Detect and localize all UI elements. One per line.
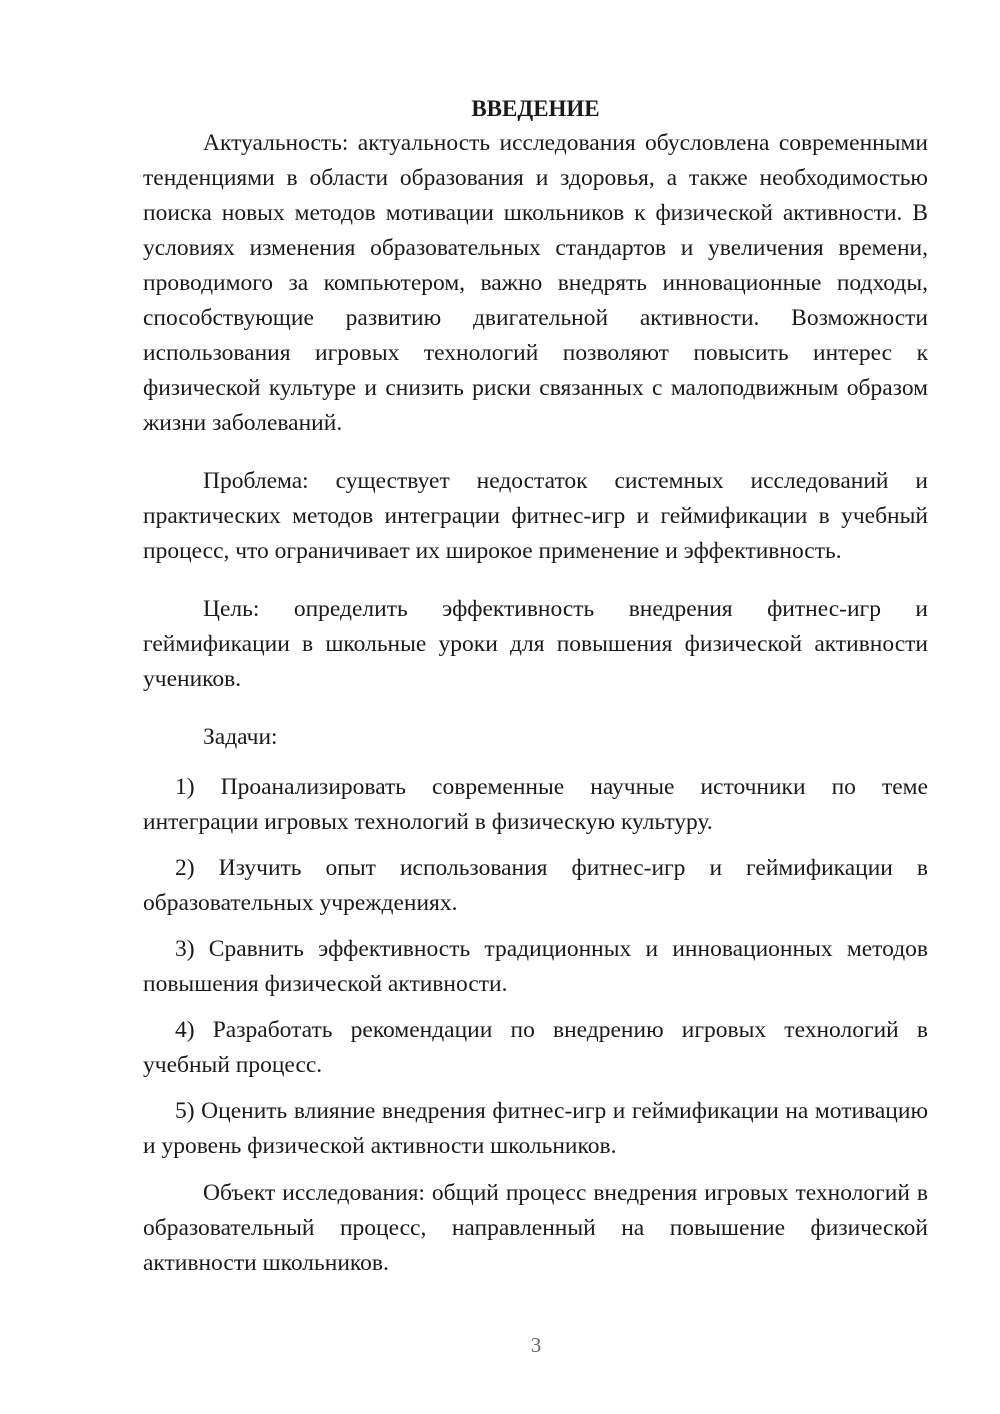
tasks-heading: Задачи: bbox=[203, 724, 278, 750]
problem-paragraph: Проблема: существует недостаток системных исследований и практических методов интеграции фитнес-игр и геймификации в учебный процесс, что ограничивает их широкое применение и эффективность. bbox=[143, 468, 928, 564]
task-item: 4) Разработать рекомендации по внедрению игровых технологий в учебный процесс. bbox=[143, 1017, 928, 1078]
task-item: 1) Проанализировать современные научные источники по теме интеграции игровых технологий в физическую культуру. bbox=[143, 774, 928, 835]
goal-paragraph: Цель: определить эффективность внедрения фитнес-игр и геймификации в школьные уроки для повышения физической активности учеников. bbox=[143, 596, 928, 692]
object-paragraph: Объект исследования: общий процесс внедрения игровых технологий в образовательный процесс, направленный на повышение физической активности школьников. bbox=[143, 1180, 928, 1276]
page-title: ВВЕДЕНИЕ bbox=[471, 96, 600, 121]
relevance-paragraph: Актуальность: актуальность исследования обусловлена современными тенденциями в области образования и здоровья, а также необходимостью поиска новых методов мотивации школьников к физической активности. В условиях изменения образовательных стандартов и увеличения времени, проводимого за компьютером, важно внедрять инновационные подходы, способствующие развитию двигательной активности. Возможности использования игровых технологий позволяют повысить интерес к физической культуре и снизить риски связанных с малоподвижным образом жизни заболеваний. bbox=[143, 130, 928, 436]
task-item: 5) Оценить влияние внедрения фитнес-игр и геймификации на мотивацию и уровень физической активности школьников. bbox=[143, 1098, 928, 1159]
document-body bbox=[143, 91, 928, 1304]
task-item: 2) Изучить опыт использования фитнес-игр и геймификации в образовательных учреждениях. bbox=[143, 855, 928, 916]
task-item: 3) Сравнить эффективность традиционных и инновационных методов повышения физической активности. bbox=[143, 936, 928, 997]
page-number: 3 bbox=[530, 1333, 542, 1357]
